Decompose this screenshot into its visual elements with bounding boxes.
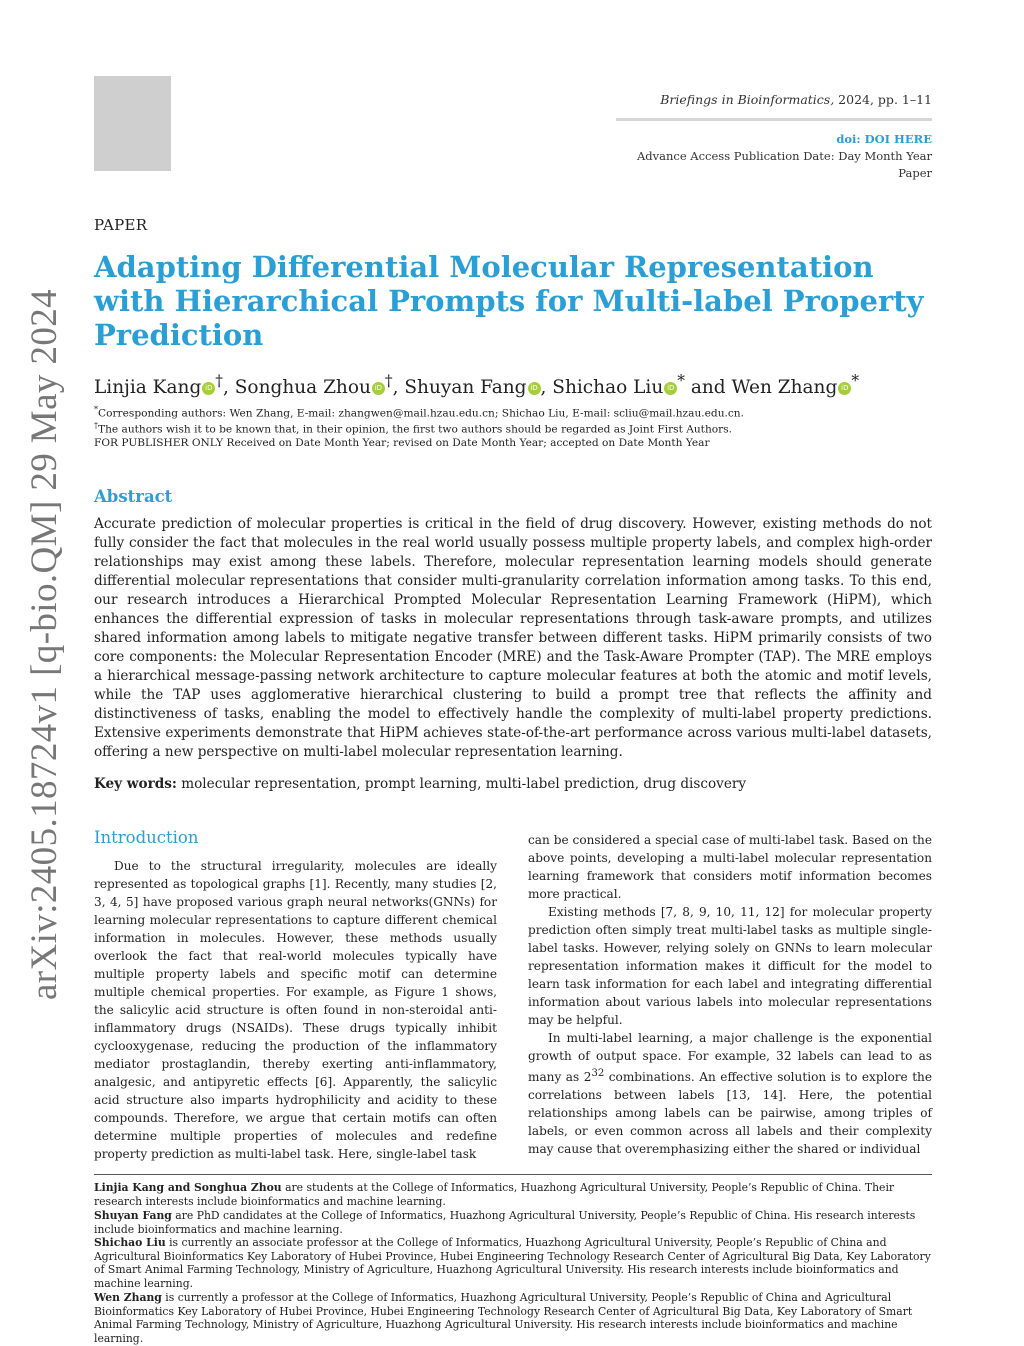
author-name: , Shichao Liu xyxy=(540,377,664,399)
intro-paragraph: Existing methods [7, 8, 9, 10, 11, 12] for molecular property prediction often simply treat multi-label tasks as multiple single-label tasks. However, relying solely on GNNs to learn molecular representation information makes it difficult for the model to learn task information for each label and integrating differential information about various labels into molecular representations may be helpful. xyxy=(528,905,932,1027)
abstract-heading: Abstract xyxy=(94,487,173,506)
intro-left-column xyxy=(94,857,497,1163)
abstract-text: Accurate prediction of molecular properties is critical in the field of drug discovery. However, existing methods do not fully consider the fact that molecules in the real world usually possess multiple property labels, and complex high-order relationships may exist among these labels. Therefore, molecular representation learning models should generate differential molecular representations that consider multi-granularity correlation information among tasks. To this end, our research introduces a Hierarchical Prompted Molecular Representation Learning Framework (HiPM), which enhances the differential expression of tasks in molecular representations through task-aware prompts, and utilizes shared information among labels to mitigate negative transfer between different tasks. HiPM primarily consists of two core components: the Molecular Representation Encoder (MRE) and the Task-Aware Prompter (TAP). The MRE employs a hierarchical message-passing network architecture to capture molecular features at both the atomic and motif levels, while the TAP uses agglomerative hierarchical clustering to build a prompt tree that reflects the affinity and distinctiveness of tasks, enabling the model to effectively handle the complexity of multi-label property predictions. Extensive experiments demonstrate that HiPM achieves state-of-the-art performance across various multi-label datasets, offering a new perspective on multi-label molecular representation learning. xyxy=(94,516,932,760)
footnote-text: The authors wish it to be known that, in their opinion, the first two authors should be regarded as Joint First Authors. xyxy=(98,423,733,436)
dagger-mark: † xyxy=(215,372,223,390)
footnote-joint xyxy=(94,421,732,436)
orcid-icon[interactable]: iD xyxy=(664,382,677,395)
doi-label: doi: xyxy=(836,132,865,146)
intro-text: In multi-label learning, a major challenge is the exponential growth of output space. For example, 32 labels can lead to as many as 2 xyxy=(528,1031,932,1085)
orcid-icon[interactable]: iD xyxy=(202,382,215,395)
intro-right-column xyxy=(528,831,932,1158)
intro-paragraph: can be considered a special case of multi-label task. Based on the above points, developing a multi-label molecular representation learning framework that considers motif information becomes more practical. xyxy=(528,833,932,901)
publication-date: Advance Access Publication Date: Day Month Year xyxy=(636,149,932,163)
author-name: and Wen Zhang xyxy=(684,377,838,399)
keywords-label: Key words: xyxy=(94,776,177,792)
arxiv-id: arXiv:2405.18724v1 [q-bio.QM] 29 May 2024 xyxy=(24,288,66,1000)
author-bio xyxy=(94,1181,932,1208)
author-list xyxy=(94,372,859,398)
intro-text: combinations. An effective solution is to explore the correlations between labels [13, 14]. Here, the potential relationships among labels can be pairwise, among triples of labels, or even common across all labels and their complexity may cause that overemphasizing either the shared or individual xyxy=(528,1070,932,1157)
author-name: Linjia Kang xyxy=(94,377,202,399)
orcid-icon[interactable]: iD xyxy=(838,382,851,395)
paper-type: Paper xyxy=(898,166,932,180)
bio-text: are students at the College of Informatics, Huazhong Agricultural University, People’s Republic of China. Their research interests include bioinformatics and machine learning. xyxy=(94,1181,895,1208)
doi-line[interactable] xyxy=(836,132,932,146)
journal-year-pages: 2024, pp. 1–11 xyxy=(834,92,932,107)
footnote-mark: * xyxy=(94,405,98,414)
journal-citation xyxy=(660,92,932,107)
footnote-corresponding xyxy=(94,405,744,420)
star-mark: * xyxy=(677,372,685,390)
star-mark: * xyxy=(851,372,860,390)
journal-logo-placeholder xyxy=(94,76,171,171)
intro-paragraph xyxy=(528,1029,932,1158)
footnote-publisher: FOR PUBLISHER ONLY Received on Date Month Year; revised on Date Month Year; accepted on Date Month Year xyxy=(94,437,710,449)
dagger-mark: † xyxy=(384,372,393,390)
doi-value[interactable]: DOI HERE xyxy=(864,132,932,146)
bio-text: is currently a professor at the College of Informatics, Huazhong Agricultural University, People’s Republic of China and Agricultural Bioinformatics Key Laboratory of Hubei Province, Hubei Engineering Technology Research Center of Agricultural Big Data, Key Laboratory of Smart Animal Farming Technology, Ministry of Agriculture, Huazhong Agricultural University. His research interests include bioinformatics and machine learning. xyxy=(94,1291,913,1345)
author-bio xyxy=(94,1236,932,1290)
author-bio xyxy=(94,1209,932,1236)
author-name: , Songhua Zhou xyxy=(223,377,371,399)
bio-name: Wen Zhang xyxy=(94,1291,162,1304)
bio-text: is currently an associate professor at the College of Informatics, Huazhong Agricultural University, People’s Republic of China and Agricultural Bioinformatics Key Laboratory of Hubei Province, Hubei Engineering Technology Research Center of Agricultural Big Data, Key Laboratory of Smart Animal Farming Technology, Ministry of Agriculture, Huazhong Agricultural University. His research interests include bioinformatics and machine learning. xyxy=(94,1236,931,1290)
bio-name: Linjia Kang and Songhua Zhou xyxy=(94,1181,282,1194)
header-rule xyxy=(616,118,932,121)
bio-rule xyxy=(94,1174,932,1175)
arxiv-sidebar xyxy=(20,288,70,1000)
keywords xyxy=(94,776,746,792)
paper-title: Adapting Differential Molecular Representation with Hierarchical Prompts for Multi-label Property Prediction xyxy=(94,250,924,352)
keywords-text: molecular representation, prompt learning, multi-label prediction, drug discovery xyxy=(176,776,747,792)
author-bio xyxy=(94,1291,932,1345)
bio-name: Shichao Liu xyxy=(94,1236,166,1249)
introduction-heading: Introduction xyxy=(94,828,199,847)
footnote-text: Corresponding authors: Wen Zhang, E-mail: zhangwen@mail.hzau.edu.cn; Shichao Liu, E-mail: scliu@mail.hzau.edu.cn. xyxy=(98,407,745,420)
journal-name: Briefings in Bioinformatics, xyxy=(660,92,835,107)
bio-text: are PhD candidates at the College of Informatics, Huazhong Agricultural University, People’s Republic of China. His research interests include bioinformatics and machine learning. xyxy=(94,1209,916,1236)
orcid-icon[interactable]: iD xyxy=(372,382,385,395)
paper-label: PAPER xyxy=(94,216,148,234)
exponent: 32 xyxy=(591,1068,605,1079)
footnote-mark: † xyxy=(94,421,98,430)
bio-name: Shuyan Fang xyxy=(94,1209,172,1222)
orcid-icon[interactable]: iD xyxy=(528,382,541,395)
author-name: , Shuyan Fang xyxy=(392,377,527,399)
intro-paragraph: Due to the structural irregularity, molecules are ideally represented as topological graphs [1]. Recently, many studies [2, 3, 4, 5] have proposed various graph neural networks(GNNs) for learning molecular representations to capture different chemical information in molecules. However, these methods usually overlook the fact that real-world molecules typically have multiple property labels and specific motif can determine multiple chemical properties. For example, as Figure 1 shows, the salicylic acid structure is often found in non-steroidal anti-inflammatory drugs (NSAIDs). These drugs typically inhibit cyclooxygenase, reducing the production of the inflammatory mediator prostaglandin, thereby exerting anti-inflammatory, analgesic, and antipyretic effects [6]. Apparently, the salicylic acid structure also imparts hydrophilicity and acidity to these compounds. Therefore, we argue that certain motifs can often determine multiple properties of molecules and redefine property prediction as multi-label task. Here, single-label task xyxy=(94,859,497,1161)
